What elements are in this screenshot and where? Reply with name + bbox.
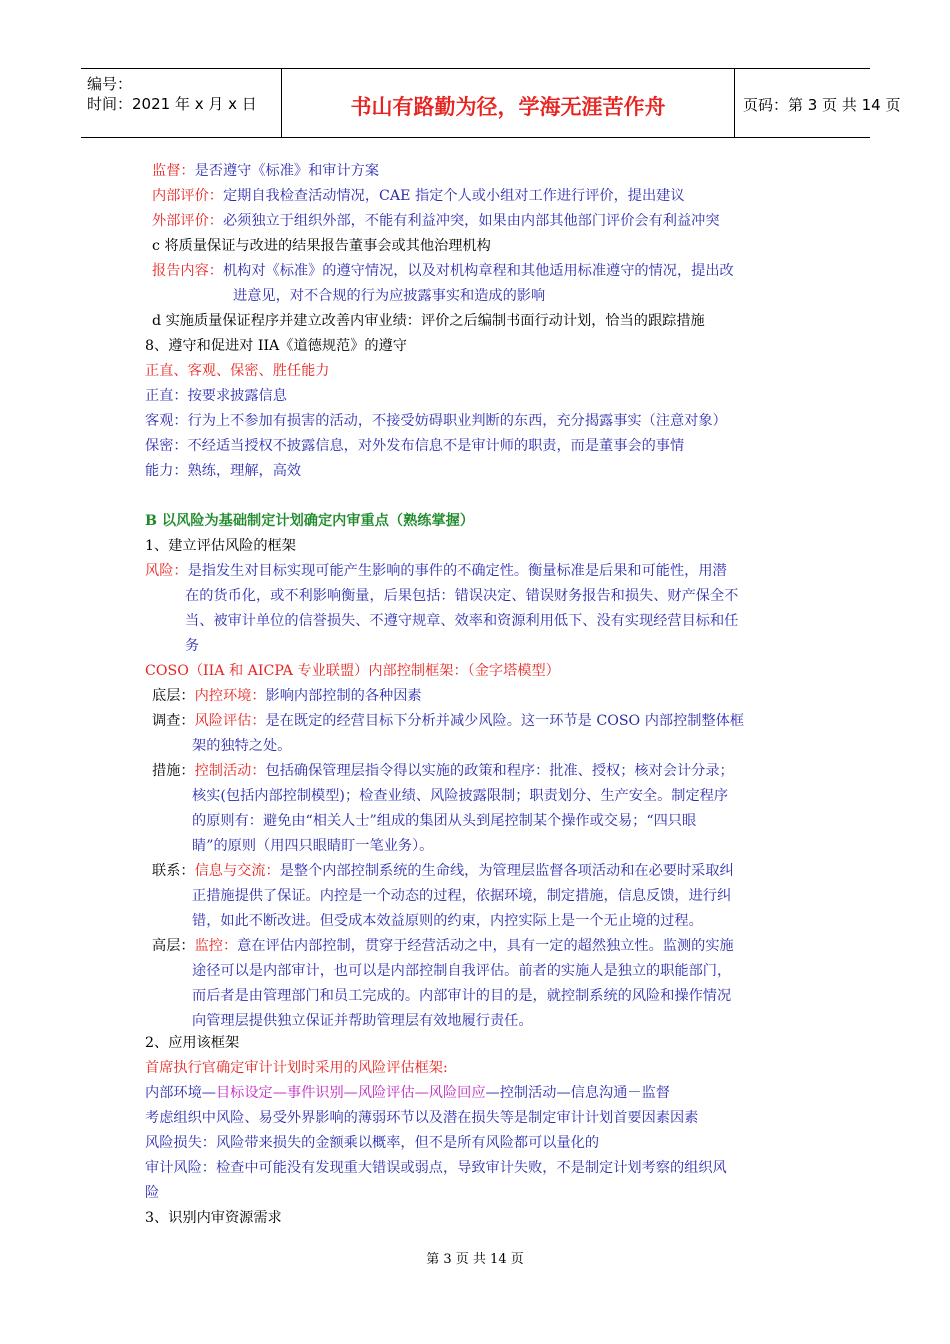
header-info-cell xyxy=(81,69,281,137)
text-line xyxy=(152,861,734,881)
text-line: COSO（IIA 和 AICPA 专业联盟）内部控制框架：（金字塔模型） xyxy=(145,663,560,679)
term-label: 外部评价： xyxy=(152,213,223,229)
term-text: 机构对《标准》的遵守情况，以及对机构章程和其他适用标准遵守的情况，提出改 xyxy=(222,263,734,279)
text-line: d 实施质量保证程序并建立改善内审业绩：评价之后编制书面行动计划，恰当的跟踪措施 xyxy=(152,313,705,329)
term-label: 信息与交流： xyxy=(194,863,280,879)
text-line: 能力：熟练，理解，高效 xyxy=(145,463,302,479)
section-heading: 8、遵守和促进对 IIA《道德规范》的遵守 xyxy=(145,338,407,354)
text-line: 客观：行为上不参加有损害的活动，不接受妨碍职业判断的东西，充分揭露事实（注意对象） xyxy=(145,413,727,429)
term-text: 是指发生对目标实现可能产生影响的事件的不确定性。衡量标准是后果和可能性，用潜 xyxy=(187,563,727,579)
section-heading: 1、建立评估风险的框架 xyxy=(145,538,296,554)
text-line xyxy=(145,1083,670,1103)
term-text: 定期自我检查活动情况，CAE 指定个人或小组对工作进行评价，提出建议 xyxy=(222,188,685,204)
text-line: 向管理层提供独立保证并帮助管理层有效地履行责任。 xyxy=(192,1013,533,1029)
text-line: 在的货币化，或不利影响衡量，后果包括：错误决定、错误财务报告和损失、财产保全不 xyxy=(185,588,739,604)
term-label: 监督： xyxy=(152,163,195,179)
text-line: 险 xyxy=(145,1185,160,1201)
header-page-info: 页码：第 3 页 共 14 页 xyxy=(743,96,901,114)
term-label: 报告内容： xyxy=(152,263,223,279)
text-line: 考虑组织中风险、易受外界影响的薄弱环节以及潜在损失等是制定审计计划首要因素因素 xyxy=(145,1110,699,1126)
framework-step: —控制活动—信息沟通－监督 xyxy=(485,1085,670,1101)
text-line: 核实(包括内部控制模型)；检查业绩、风险披露限制；职责划分、生产安全。制定程序 xyxy=(192,788,729,804)
level-label: 措施： xyxy=(152,763,195,779)
level-label: 高层： xyxy=(152,938,195,954)
text-line: 正措施提供了保证。内控是一个动态的过程，依据环境，制定措施，信息反馈，进行纠 xyxy=(192,888,732,904)
term-text: 必须独立于组织外部，不能有利益冲突，如果由内部其他部门评价会有利益冲突 xyxy=(222,213,720,229)
level-label: 调查： xyxy=(152,713,195,729)
text-line xyxy=(152,761,734,781)
header-motto: 书山有路勤为径，学海无涯苦作舟 xyxy=(350,95,666,119)
text-line: c 将质量保证与改进的结果报告董事会或其他治理机构 xyxy=(152,238,491,254)
text-line: 保密：不经适当授权不披露信息，对外发布信息不是审计师的职责，而是董事会的事情 xyxy=(145,438,685,454)
header-page-cell xyxy=(734,69,901,137)
text-line xyxy=(152,261,734,281)
text-line: 正直：按要求披露信息 xyxy=(145,388,287,404)
text-line xyxy=(152,686,422,706)
text-line: 睛”的原则（用四只眼睛盯一笔业务）。 xyxy=(192,838,434,854)
text-line xyxy=(152,161,379,181)
term-text: 包括确保管理层指令得以实施的政策和程序：批准、授权；核对会计分录； xyxy=(265,763,734,779)
page-footer: 第 3 页 共 14 页 xyxy=(426,1252,524,1267)
term-text: 是在既定的经营目标下分析并减少风险。这一环节是 COSO 内部控制整体框 xyxy=(265,713,745,729)
term-label: 内控环境： xyxy=(194,688,266,704)
text-line: 正直、客观、保密、胜任能力 xyxy=(145,363,330,379)
term-label: 监控： xyxy=(194,938,238,954)
text-line: 务 xyxy=(185,638,200,654)
framework-step-highlight: 目标设定—事件识别—风险评估—风险回应 xyxy=(215,1085,486,1101)
text-line xyxy=(152,711,744,731)
term-text: 检查中可能没有发现重大错误或弱点，导致审计失败，不是制定计划考察的组织风 xyxy=(215,1160,727,1176)
term-label: 风险： xyxy=(145,563,188,579)
term-text: 意在评估内部控制，贯穿于经营活动之中，具有一定的超然独立性。监测的实施 xyxy=(237,938,734,954)
page-header xyxy=(81,68,901,138)
text-line xyxy=(145,561,727,581)
term-label: 控制活动： xyxy=(194,763,266,779)
document-number-label: 编号： xyxy=(87,75,133,93)
term-text: 是否遵守《标准》和审计方案 xyxy=(194,163,380,179)
text-line xyxy=(152,186,685,206)
header-motto-cell xyxy=(281,69,735,137)
text-line: 风险损失：风险带来损失的金额乘以概率，但不是所有风险都可以量化的 xyxy=(145,1135,600,1151)
term-label: 审计风险： xyxy=(145,1160,216,1176)
section-heading: B 以风险为基础制定计划确定内审重点（熟练掌握） xyxy=(145,513,475,529)
term-text: 是整个内部控制系统的生命线，为管理层监督各项活动和在必要时采取纠 xyxy=(279,863,734,879)
text-line: 而后者是由管理部门和员工完成的。内部审计的目的是，就控制系统的风险和操作情况 xyxy=(192,988,732,1004)
text-line: 架的独特之处。 xyxy=(192,738,292,754)
section-heading: 3、识别内审资源需求 xyxy=(145,1210,282,1226)
term-label: 内部评价： xyxy=(152,188,223,204)
term-text: 影响内部控制的各种因素 xyxy=(265,688,422,704)
text-line: 当、被审计单位的信誉损失、不遵守规章、效率和资源利用低下、没有实现经营目标和任 xyxy=(185,613,739,629)
text-line: 首席执行官确定审计计划时采用的风险评估框架: xyxy=(145,1060,448,1076)
text-line: 的原则有：避免由“相关人士”组成的集团从头到尾控制某个操作或交易；“四只眼 xyxy=(192,813,697,829)
text-line xyxy=(145,1158,727,1178)
level-label: 联系： xyxy=(152,863,195,879)
text-line xyxy=(152,211,720,231)
document-date-label: 时间：2021 年 x 月 x 日 xyxy=(87,95,257,113)
level-label: 底层： xyxy=(152,688,195,704)
section-heading: 2、应用该框架 xyxy=(145,1035,240,1051)
framework-step: 内部环境— xyxy=(145,1085,216,1101)
text-line: 途径可以是内部审计，也可以是内部控制自我评估。前者的实施人是独立的职能部门， xyxy=(192,963,732,979)
text-line xyxy=(152,936,734,956)
text-line: 进意见，对不合规的行为应披露事实和造成的影响 xyxy=(233,288,546,304)
text-line: 错，如此不断改进。但受成本效益原则的约束，内控实际上是一个无止境的过程。 xyxy=(192,913,703,929)
term-label: 风险评估： xyxy=(194,713,266,729)
